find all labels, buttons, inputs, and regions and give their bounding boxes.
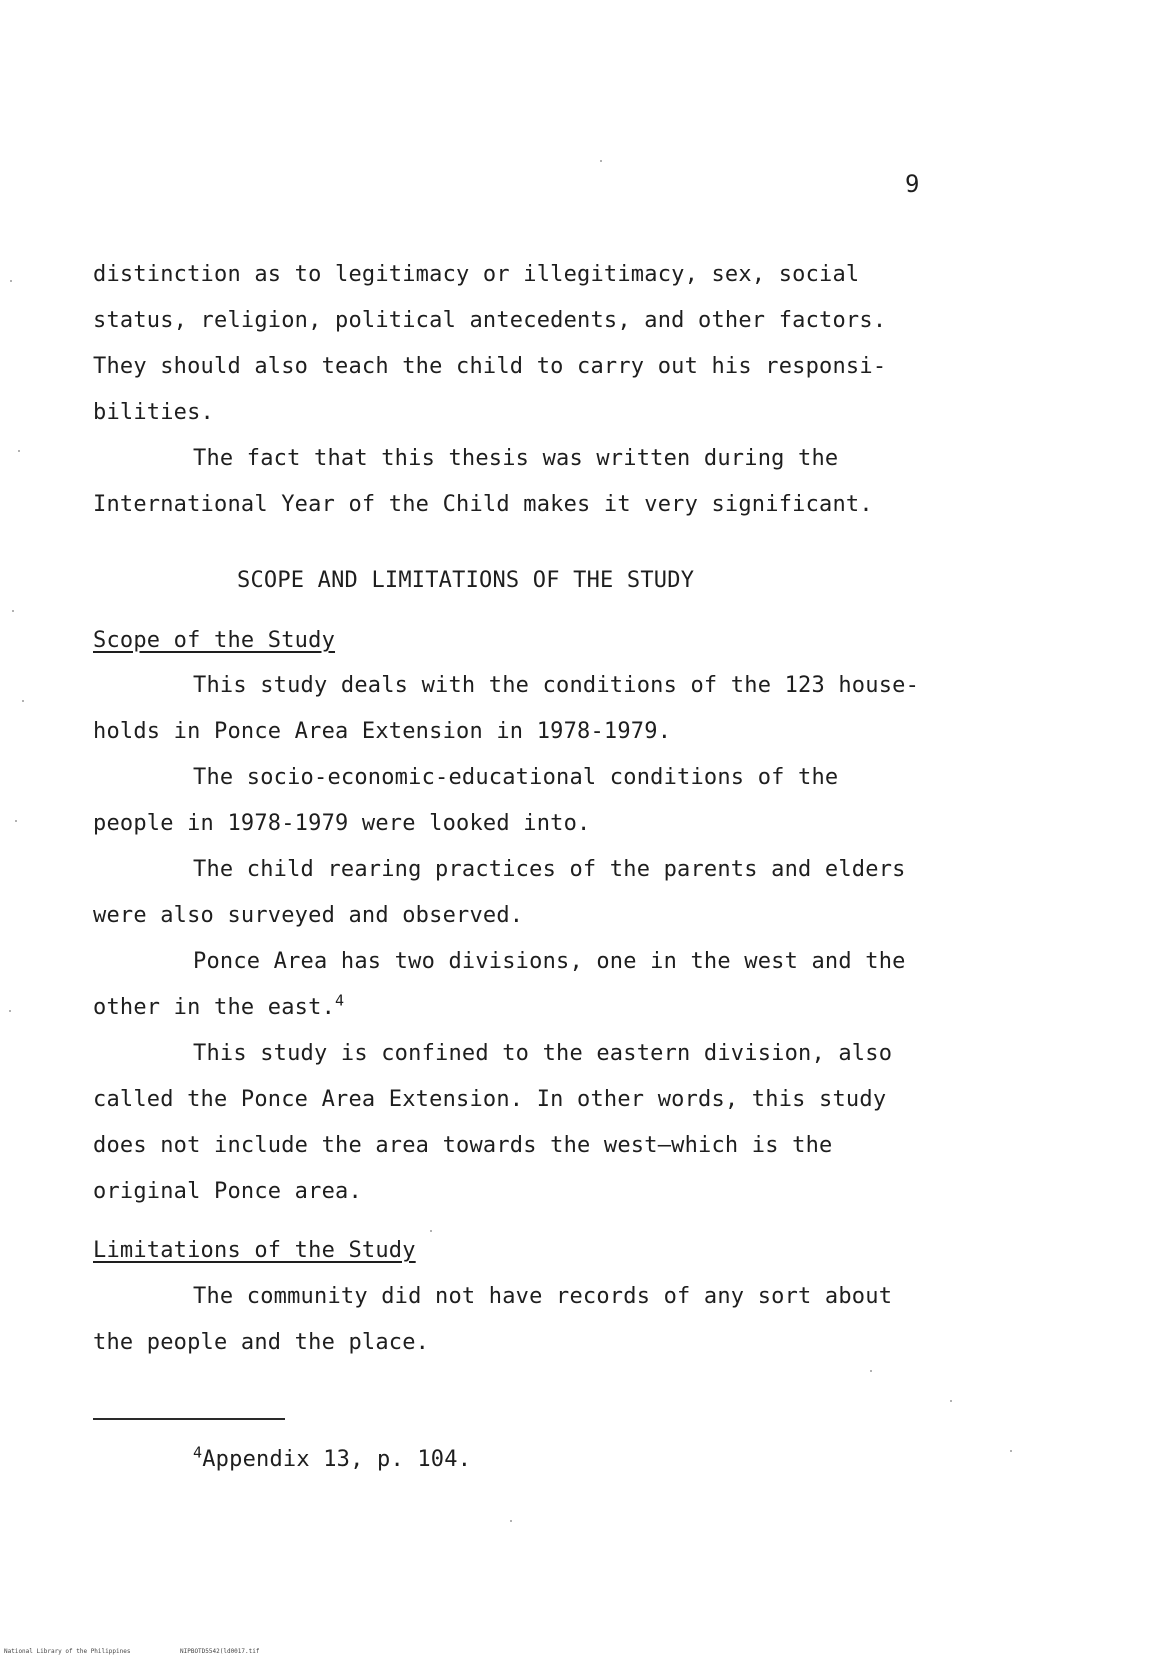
text-line: The child rearing practices of the parents and elders bbox=[193, 857, 906, 882]
text-line bbox=[93, 991, 345, 1020]
scan-speck bbox=[9, 1010, 11, 1012]
footnote bbox=[193, 1443, 472, 1472]
footnote-text: Appendix 13, p. 104. bbox=[202, 1447, 472, 1472]
text-line: The fact that this thesis was written during the bbox=[193, 446, 839, 471]
text-line: holds in Ponce Area Extension in 1978-1979. bbox=[93, 719, 672, 744]
scan-speck bbox=[15, 820, 17, 822]
footnote-marker: 4 bbox=[193, 1443, 203, 1462]
text-line: Ponce Area has two divisions, one in the west and the bbox=[193, 949, 906, 974]
text-line: were also surveyed and observed. bbox=[93, 903, 524, 928]
text-fragment: other in the east. bbox=[93, 995, 336, 1020]
subsection-heading-limitations: Limitations of the Study bbox=[93, 1238, 416, 1263]
scan-speck bbox=[22, 700, 24, 702]
subsection-heading-scope: Scope of the Study bbox=[93, 628, 336, 653]
text-line: They should also teach the child to carry out his responsi- bbox=[93, 354, 887, 379]
scan-speck bbox=[1010, 1450, 1012, 1452]
text-line: the people and the place. bbox=[93, 1330, 430, 1355]
text-line: called the Ponce Area Extension. In other words, this study bbox=[93, 1087, 887, 1112]
text-line: does not include the area towards the west—which is the bbox=[93, 1133, 833, 1158]
text-line: International Year of the Child makes it very significant. bbox=[93, 492, 873, 517]
footnote-reference: 4 bbox=[335, 991, 345, 1010]
scan-footer-library: National Library of the Philippines bbox=[4, 1648, 131, 1655]
scan-speck bbox=[430, 1230, 432, 1232]
scan-footer-filename: NIPBOTD5542(ld0017.tif bbox=[180, 1648, 260, 1655]
scan-speck bbox=[950, 1400, 952, 1402]
text-line: The socio-economic-educational conditions of the bbox=[193, 765, 839, 790]
scan-speck bbox=[10, 280, 12, 282]
text-line: people in 1978-1979 were looked into. bbox=[93, 811, 591, 836]
scan-speck bbox=[600, 160, 602, 162]
footnote-rule bbox=[93, 1418, 285, 1420]
scan-speck bbox=[510, 1520, 512, 1522]
section-heading: SCOPE AND LIMITATIONS OF THE STUDY bbox=[237, 568, 695, 593]
text-line: The community did not have records of any sort about bbox=[193, 1284, 893, 1309]
text-line: bilities. bbox=[93, 400, 215, 425]
scan-speck bbox=[12, 610, 14, 612]
text-line: distinction as to legitimacy or illegitimacy, sex, social bbox=[93, 262, 860, 287]
scan-speck bbox=[870, 1370, 872, 1372]
text-line: original Ponce area. bbox=[93, 1179, 362, 1204]
page-number: 9 bbox=[905, 170, 920, 198]
text-line: This study is confined to the eastern division, also bbox=[193, 1041, 893, 1066]
text-line: This study deals with the conditions of the 123 house- bbox=[193, 673, 920, 698]
scan-speck bbox=[18, 450, 20, 452]
text-line: status, religion, political antecedents, and other factors. bbox=[93, 308, 887, 333]
